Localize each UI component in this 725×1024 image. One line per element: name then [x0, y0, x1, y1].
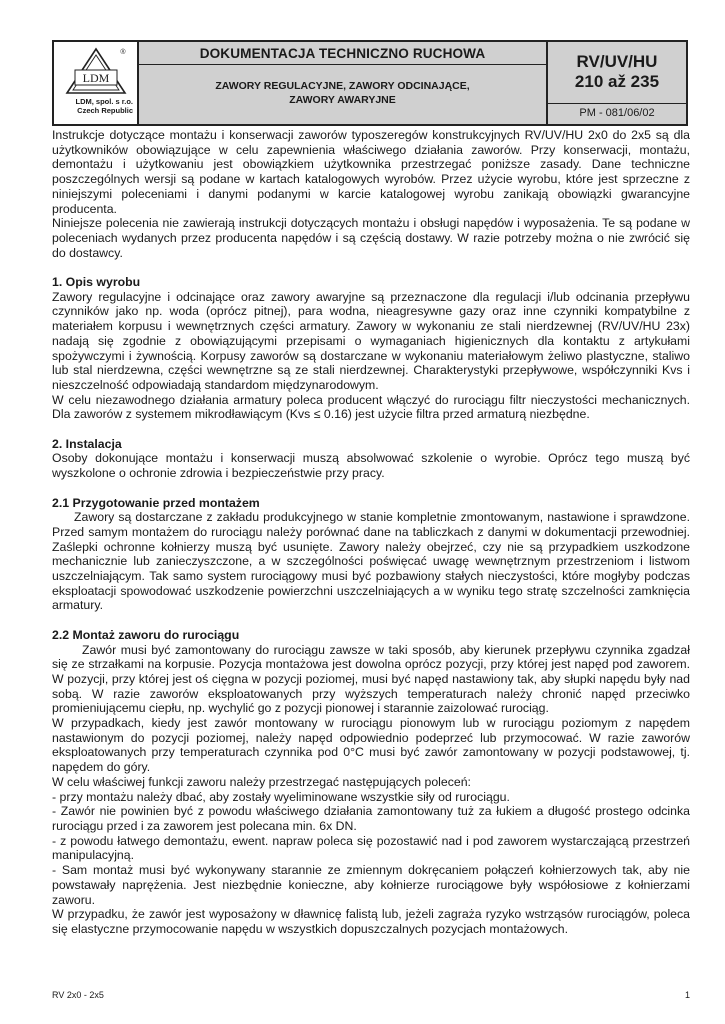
doc-number: PM - 081/06/02	[579, 107, 655, 119]
company-name: LDM, spol. s r.o. Czech Republic	[75, 97, 133, 115]
document-header	[52, 40, 688, 126]
list-item: - przy montażu należy dbać, aby zostały wyeliminowane wszystkie siły od rurociągu.	[52, 789, 510, 804]
section-paragraph: W celu właściwej funkcji zaworu należy przestrzegać następujących poleceń:	[52, 774, 471, 789]
section-heading: 2.1 Przygotowanie przed montażem	[52, 495, 260, 510]
list-item: - Sam montaż musi być wykonywany starannie ze zmiennym dokręcaniem połączeń kołnierzowych tak, aby nie powstawały naprężenia. Jest niezbędnie konieczne, aby kołnierze rurociągowe były współosiowe z kołnierzami zaworu.	[52, 863, 690, 907]
divider	[548, 103, 686, 104]
doc-type: DOKUMENTACJA TECHNICZNO RUCHOWA	[199, 46, 486, 61]
list-item: - Zawór nie powinien być z powodu właściwego działania zamontowany tuż za łukiem a długość prostego odcinka rurociągu przed i za zaworem jest polecana min. 6x DN.	[52, 804, 690, 833]
section-paragraph: W przypadkach, kiedy jest zawór montowany w rurociągu pionowym lub w rurociągu poziomym z napędem nastawionym do pozycji poziomej, należy napęd odpowiednio podeprzeć lub przymocować. W razie zaworów eksploatowanych przy temperaturach czynnika pod 0°C musi być zawór zamontowany w pozycji podstawowej, tj. napędem do góry.	[52, 716, 690, 775]
ldm-logo	[63, 45, 129, 97]
divider	[139, 64, 546, 65]
section-heading: 1. Opis wyrobu	[52, 275, 141, 290]
list-item: - z powodu łatwego demontażu, ewent. napraw poleca się pozostawić nad i pod zaworem wystarczającą przestrzeń manipulacyjną.	[52, 833, 690, 863]
logo-cell	[54, 42, 139, 124]
product-code: RV/UV/HU 210 až 235	[574, 52, 660, 91]
section-paragraph: Zawory są dostarczane z zakładu produkcyjnego w stanie kompletnie zmontowanym, nastawione i sprawdzone. Przed samym montażem do rurociągu należy porównać dane na tabliczkach z danymi w dokumentacji przewodniej. Zaślepki ochronne kołnierzy muszą być usunięte. Zawory należy obejrzeć, czy nie są przypadkiem uszkodzone mechanicznie lub zanieczyszczone, a w szczególności poświęcać uwagę wewnętrznym przestrzeniom i listwom uszczelniającym. Tak samo system rurociągowy musi być pozbawiony stałych nieczystości, które mogłyby podczas eksploatacji spowodować uszkodzenie powierzchni uszczelniających a w wyniku tego stratę szczelności zamknięcia armatury.	[52, 510, 690, 613]
footer-doc-ref: RV 2x0 - 2x5	[52, 990, 104, 1000]
intro-paragraph: Niniejsze polecenia nie zawierają instrukcji dotyczących montażu i obsługi napędów i wyposażenia. Te są podane w poleceniach wydanych przez producenta napędów i są częścią dostawy. W razie potrzeby można o nie zwrócić się do dostawcy.	[52, 216, 690, 260]
section-paragraph: Zawór musi być zamontowany do rurociągu zawsze w taki sposób, aby kierunek przepływu czynnika zgadzał się ze strzałkami na korpusie. Pozycja montażowa jest dowolna oprócz pozycji, przy której jest napęd pod zaworem. W pozycji, przy której jest oś cięgna w pozycji poziomej, musi być napęd nastawiony tak, aby słupki napędu były nad sobą. W razie zaworów eksploatowanych przy wyższych temperaturach należy chronić napęd przeciwko promieniującemu ciepłu, np. wychylić go z pozycji pionowej i starannie zaizolować rurociąg.	[52, 642, 690, 716]
registered-mark: ®	[120, 49, 126, 56]
section-heading: 2. Instalacja	[52, 436, 122, 451]
header-code-cell	[548, 42, 686, 124]
document-body	[52, 128, 690, 937]
section-paragraph: W przypadku, że zawór jest wyposażony w dławnicę falistą lub, jeżeli zagraża ryzyko wstrząsów rurociągów, poleca się elastyczne przymocowanie napędu w wszystkich dopuszczalnych pozycjach montażowych.	[52, 907, 690, 936]
section-heading: 2.2 Montaż zaworu do rurociągu	[52, 627, 240, 642]
logo-text: LDM	[82, 71, 110, 85]
intro-paragraph: Instrukcje dotyczące montażu i konserwacji zaworów typoszeregów konstrukcyjnych RV/UV/HU 2x0 do 2x5 są dla użytkowników obowiązujące w celu zapewnienia właściwego działania zaworów. Przy konserwacji, montażu, demontażu i użytkowaniu jest obowiązkiem użytkownika przestrzegać poniższe zasady. Dane techniczne poszczególnych wersji są podane w kartach katalogowych wyrobów. Przez użycie wyrobu, które jest sprzeczne z niniejszymi poleceniami i danymi podanymi w karcie katalogowej wyrobu zanikają obowiązki gwarancyjne producenta.	[52, 128, 690, 216]
doc-subtitle: ZAWORY REGULACYJNE, ZAWORY ODCINAJĄCE, ZAWORY AWARYJNE	[215, 80, 470, 106]
section-paragraph: Osoby dokonujące montażu i konserwacji muszą absolwować szkolenie o wyrobie. Oprócz tego muszą być wyszkolone o ochronie zdrowia i bezpieczeństwie przy pracy.	[52, 451, 690, 481]
section-paragraph: W celu niezawodnego działania armatury poleca producent włączyć do rurociągu filtr nieczystości mechanicznych. Dla zaworów z systemem mikrodławiącym (Kvs ≤ 0.16) jest użycie filtra przed armaturą niezbędne.	[52, 392, 690, 422]
section-paragraph: Zawory regulacyjne i odcinające oraz zawory awaryjne są przeznaczone dla regulacji i/lub odcinania przepływu czynników jako np. woda (oprócz pitnej), para wodna, nieagresywne gazy oraz inne czynniki kompatybilne z materiałem korpusu i wewnętrznych części armatury. Zawory w wykonaniu ze stali nierdzewnej (RV/UV/HU 23x) nadają się zgodnie z obowiązującymi przepisami o wymaganiach higienicznych dla kontaktu z artykułami spożywczymi i żywnością. Korpusy zaworów są dostarczane w wykonaniu materiałowym żeliwo plastyczne, staliwo lub stal nierdzewna, części wewnętrzne są ze stali nierdzewnej. Charakterystyki przepływowe, współczynniki Kvs i nieszczelność odpowiadają standardom międzynarodowym.	[52, 289, 690, 392]
page-number: 1	[684, 990, 690, 1000]
header-title-cell	[139, 42, 548, 124]
